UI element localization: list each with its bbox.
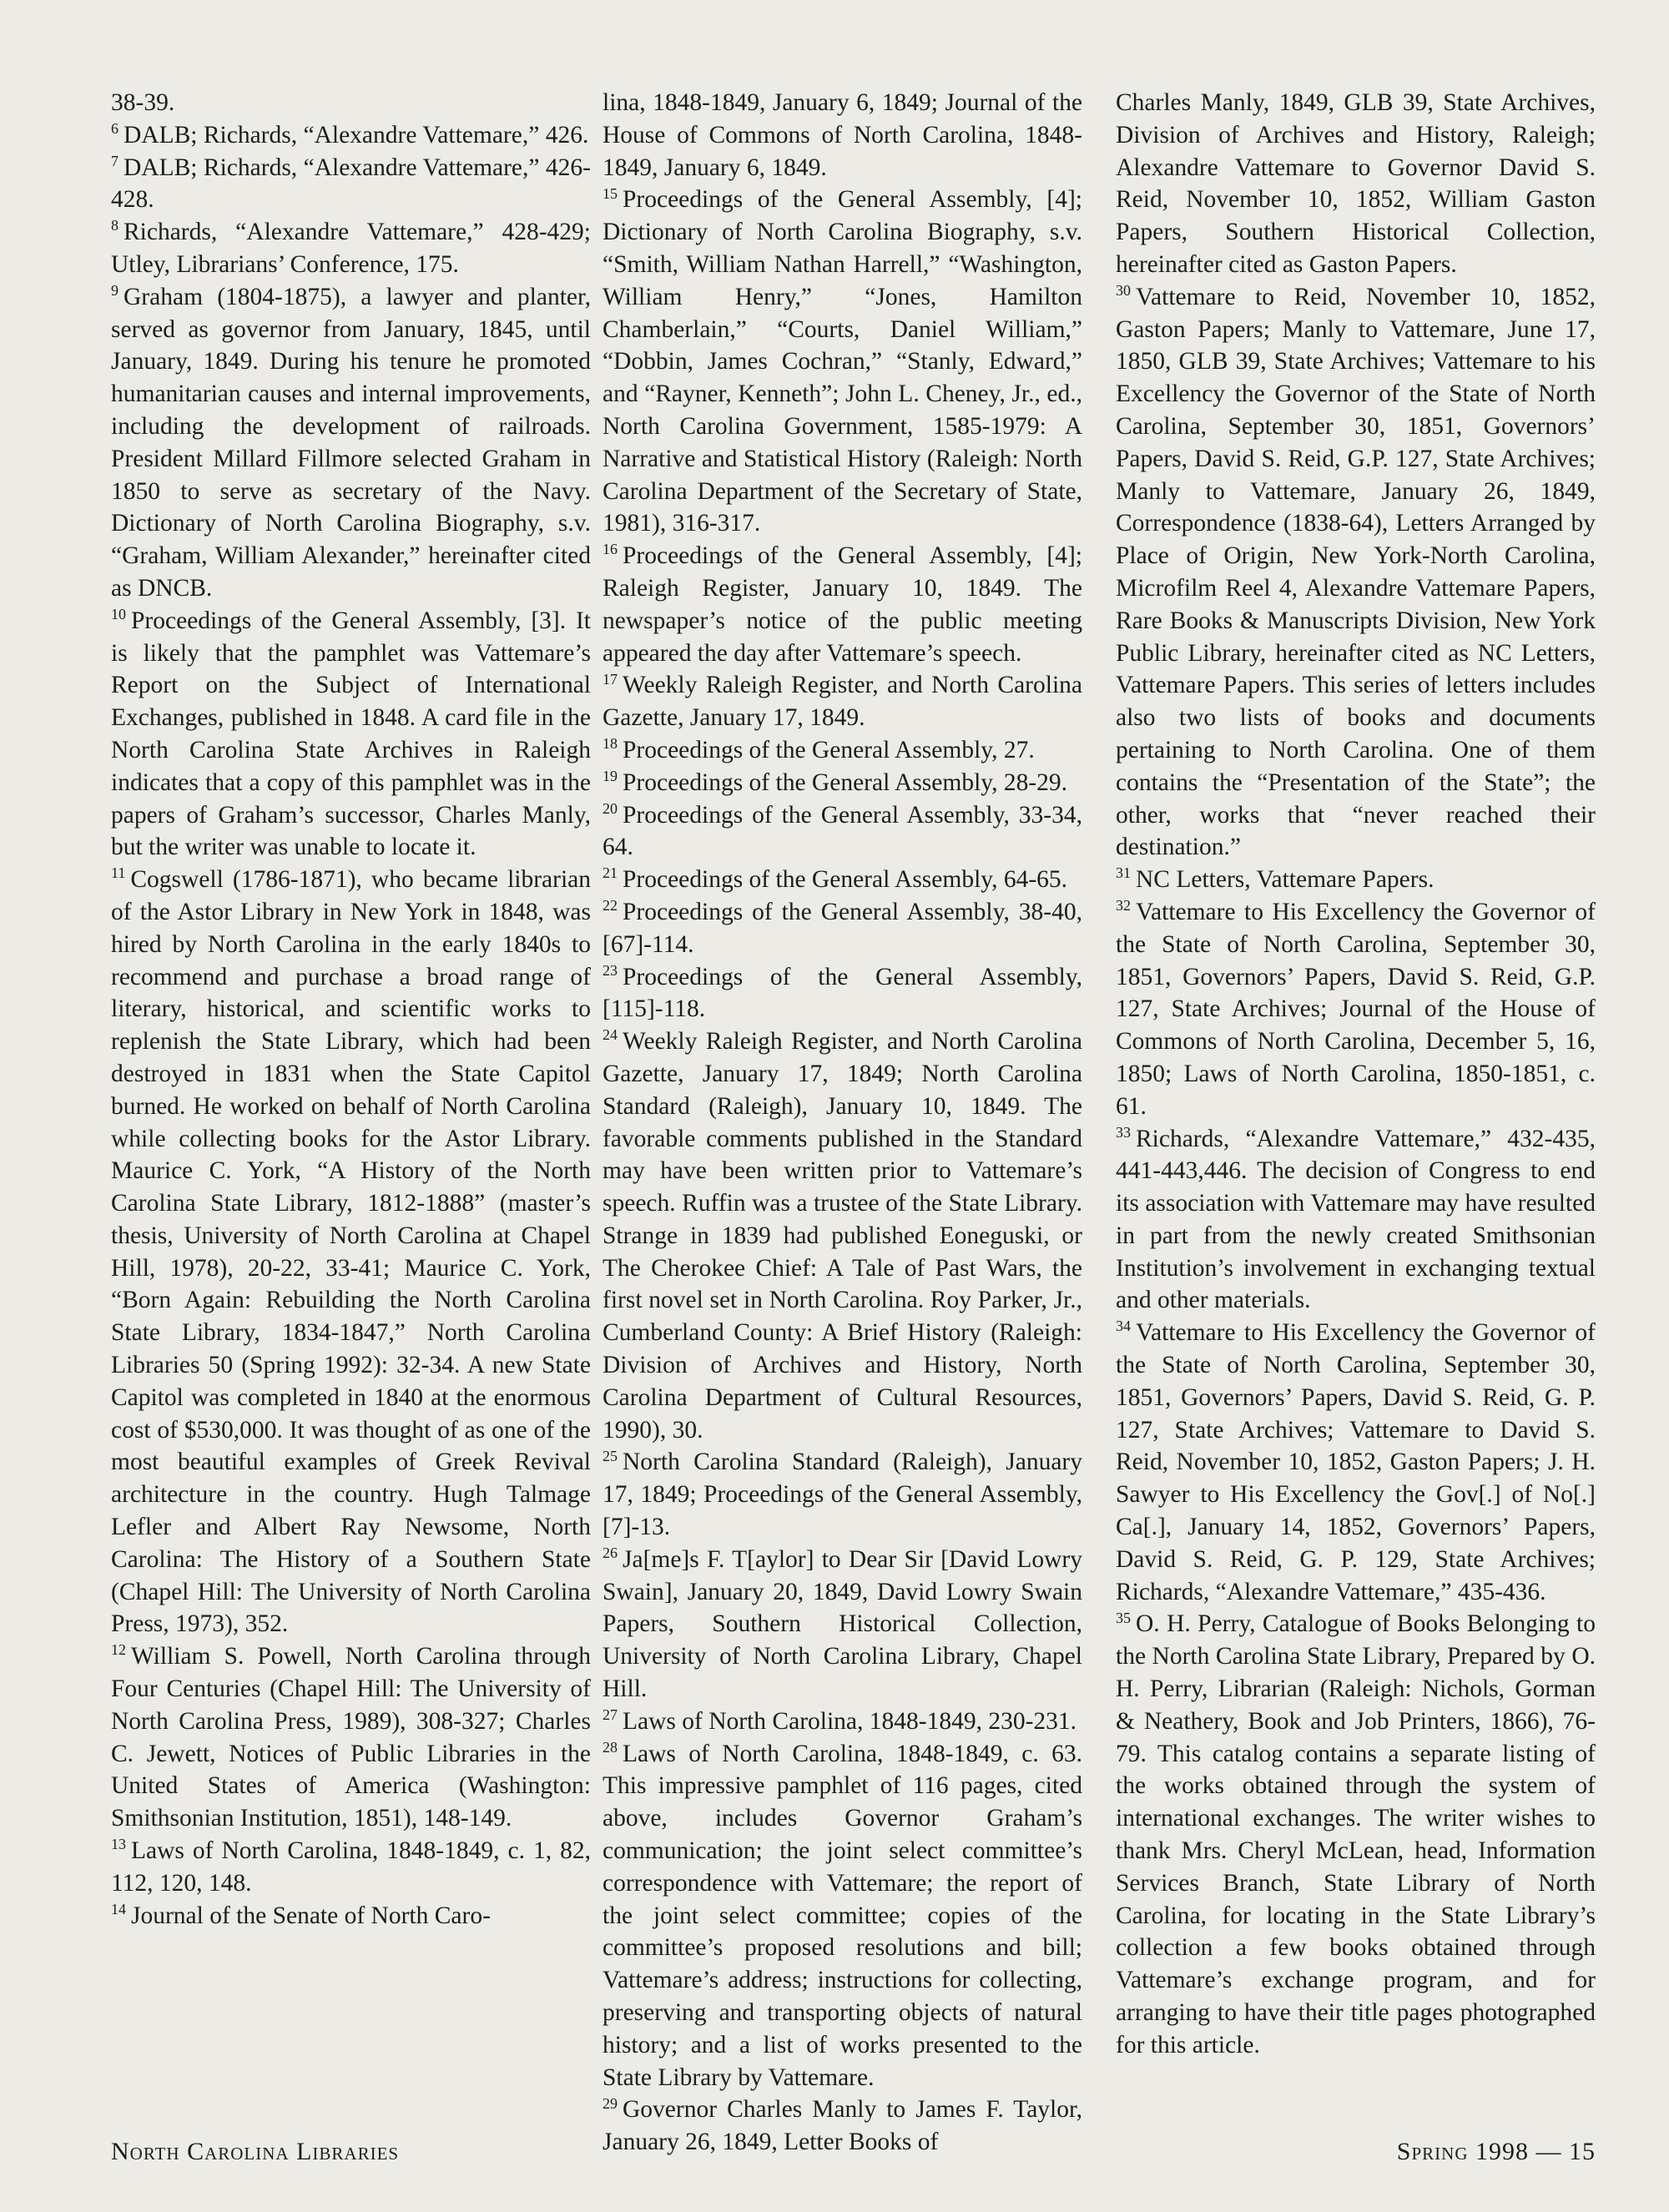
- endnote: $^{15}$ Proceedings of the General Assembly, [4]; Dictionary of North Carolina Biography, s.v. “Smith, William Nathan Harrell,” “Washington, William Henry,” “Jones, Hamilton Chamberlain,” “Courts, Daniel William,” “Dobbin, James Cochran,” “Stanly, Edward,” and “Rayner, Kenneth”; John L. Cheney, Jr., ed., North Carolina Government, 1585-1979: A Narrative and Statistical History (Raleigh: North Carolina Department of the Secretary of State, 1981), 316-317.: [603, 184, 1082, 537]
- endnote: $^{34}$ Vattemare to His Excellency the Governor of the State of North Carolina, September 30, 1851, Governors’ Papers, David S. Reid, G. P. 127, State Archives; Vattemare to David S. Reid, November 10, 1852, Gaston Papers; J. H. Sawyer to His Excellency the Gov[.] of No[.] Ca[.], January 14, 1852, Governors’ Papers, David S. Reid, G. P. 129, State Archives; Richards, “Alexandre Vattemare,” 435-436.: [1116, 1318, 1596, 1605]
- endnote: $^6$ DALB; Richards, “Alexandre Vattemare,” 426.: [111, 119, 589, 149]
- note-number: 16: [603, 541, 618, 558]
- endnote: $^{20}$ Proceedings of the General Assembly, 33-34, 64.: [603, 799, 1082, 861]
- note-number: 28: [603, 1738, 618, 1756]
- journal-name: North Carolina Libraries: [111, 2138, 400, 2165]
- note-number: 19: [603, 767, 618, 784]
- note-number: 30: [1116, 281, 1131, 299]
- notes-column-3: [1116, 87, 1596, 2062]
- note-number: 13: [111, 1836, 126, 1853]
- note-number: 22: [603, 897, 618, 915]
- note-number: 17: [603, 670, 618, 688]
- note-number: 14: [111, 1900, 126, 1917]
- endnote: $^7$ DALB; Richards, “Alexandre Vattemare,” 426-428.: [111, 152, 591, 214]
- note-number: 25: [603, 1447, 618, 1464]
- note-number: 6: [111, 119, 118, 137]
- note-number: 15: [603, 184, 618, 202]
- endnote: $^{10}$ Proceedings of the General Assembly, [3]. It is likely that the pamphlet was Vattemare’s Report on the Subject of International Exchanges, published in 1848. A card file in the North Carolina State Archives in Raleigh indicates that a copy of this pamphlet was in the papers of Graham’s successor, Charles Manly, but the writer was unable to locate it.: [111, 605, 591, 861]
- endnote: $^{24}$ Weekly Raleigh Register, and North Carolina Gazette, January 17, 1849; North Carolina Standard (Raleigh), January 10, 1849. The favorable comments published in the Standard may have been written prior to Vattemare’s speech. Ruffin was a trustee of the State Library. Strange in 1839 had published Eoneguski, or The Cherokee Chief: A Tale of Past Wars, the first novel set in North Carolina. Roy Parker, Jr., Cumberland County: A Brief History (Raleigh: Division of Archives and History, North Carolina Department of Cultural Resources, 1990), 30.: [603, 1026, 1082, 1444]
- endnote: $^{14}$ Journal of the Senate of North Caro-: [111, 1900, 491, 1929]
- endnote: $^{23}$ Proceedings of the General Assembly, [115]-118.: [603, 961, 1082, 1023]
- endnote: $^{13}$ Laws of North Carolina, 1848-1849, c. 1, 82, 112, 120, 148.: [111, 1836, 591, 1897]
- note-number: 18: [603, 735, 618, 753]
- note-number: 21: [603, 864, 618, 882]
- endnote: $^{22}$ Proceedings of the General Assembly, 38-40, [67]-114.: [603, 897, 1082, 958]
- endnote: $^8$ Richards, “Alexandre Vattemare,” 428-429; Utley, Librarians’ Conference, 175.: [111, 217, 591, 278]
- endnote: $^{28}$ Laws of North Carolina, 1848-1849, c. 63. This impressive pamphlet of 116 pages, cited above, includes Governor Graham’s communication; the joint select committee’s correspondence with Vattemare; the report of the joint select committee; copies of the committee’s proposed resolutions and bill; Vattemare’s address; instructions for collecting, preserving and transporting objects of natural history; and a list of works presented to the State Library by Vattemare.: [603, 1738, 1082, 2091]
- endnote: $^{26}$ Ja[me]s F. T[aylor] to Dear Sir [David Lowry Swain], January 20, 1849, David Lowry Swain Papers, Southern Historical Collection, University of North Carolina Library, Chapel Hill.: [603, 1544, 1082, 1703]
- note-number: 32: [1116, 897, 1131, 915]
- endnote: $^{27}$ Laws of North Carolina, 1848-1849, 230-231.: [603, 1706, 1077, 1735]
- endnote: $^{29}$ Governor Charles Manly to James F. Taylor, January 26, 1849, Letter Books of: [603, 2094, 1082, 2156]
- note-number: 35: [1116, 1609, 1131, 1626]
- endnote: $^{16}$ Proceedings of the General Assembly, [4]; Raleigh Register, January 10, 1849. The newspaper’s notice of the public meeting appeared the day after Vattemare’s speech.: [603, 541, 1082, 667]
- endnote: $^{25}$ North Carolina Standard (Raleigh), January 17, 1849; Proceedings of the General Assembly, [7]-13.: [603, 1447, 1082, 1541]
- note-number: 12: [111, 1641, 126, 1659]
- note-number: 8: [111, 217, 118, 234]
- endnote: $^{18}$ Proceedings of the General Assembly, 27.: [603, 735, 1035, 763]
- notes-column-1: [111, 87, 591, 1932]
- notes-column-2: [603, 87, 1082, 2159]
- page-footer: [1397, 2138, 1596, 2166]
- note-number: 27: [603, 1706, 618, 1724]
- footer-separator: —: [1535, 2138, 1562, 2165]
- endnote: $^{21}$ Proceedings of the General Assembly, 64-65.: [603, 864, 1068, 894]
- note-number: 11: [111, 864, 126, 882]
- issue-date: Spring 1998: [1396, 2138, 1529, 2165]
- note-number: 23: [603, 961, 618, 979]
- note-number: 34: [1116, 1318, 1131, 1335]
- note-number: 31: [1116, 864, 1131, 882]
- note-number: 29: [603, 2094, 618, 2112]
- page-number: 15: [1569, 2138, 1596, 2165]
- endnote: $^9$ Graham (1804-1875), a lawyer and planter, served as governor from January, 1845, until January, 1849. During his tenure he promoted humanitarian causes and internal improvements, including the development of railroads. President Millard Fillmore selected Graham in 1850 to serve as secretary of the Navy. Dictionary of North Carolina Biography, s.v. “Graham, William Alexander,” hereinafter cited as DNCB.: [111, 281, 591, 602]
- endnote: $^{19}$ Proceedings of the General Assembly, 28-29.: [603, 767, 1068, 796]
- endnote: $^{17}$ Weekly Raleigh Register, and North Carolina Gazette, January 17, 1849.: [603, 670, 1082, 732]
- endnote: $^{31}$ NC Letters, Vattemare Papers.: [1116, 864, 1435, 894]
- endnote: $^{11}$ Cogswell (1786-1871), who became librarian of the Astor Library in New York in 1848, was hired by North Carolina in the early 1840s to recommend and purchase a broad range of literary, historical, and scientific works to replenish the State Library, which had been destroyed in 1831 when the State Capitol burned. He worked on behalf of North Carolina while collecting books for the Astor Library. Maurice C. York, “A History of the North Carolina State Library, 1812-1888” (master’s thesis, University of North Carolina at Chapel Hill, 1978), 20-22, 33-41; Maurice C. York, “Born Again: Rebuilding the North Carolina State Library, 1834-1847,” North Carolina Libraries 50 (Spring 1992): 32-34. A new State Capitol was completed in 1840 at the enormous cost of $530,000. It was thought of as one of the most beautiful examples of Greek Revival architecture in the country. Hugh Talmage Lefler and Albert Ray Newsome, North Carolina: The History of a Southern State (Chapel Hill: The University of North Carolina Press, 1973), 352.: [111, 864, 591, 1638]
- note-number: 24: [603, 1026, 618, 1044]
- endnote: $^{32}$ Vattemare to His Excellency the Governor of the State of North Carolina, September 30, 1851, Governors’ Papers, David S. Reid, G.P. 127, State Archives; Journal of the House of Commons of North Carolina, December 5, 16, 1850; Laws of North Carolina, 1850-1851, c. 61.: [1116, 897, 1596, 1120]
- note-number: 9: [111, 281, 118, 299]
- endnote: $^{12}$ William S. Powell, North Carolina through Four Centuries (Chapel Hill: The University of North Carolina Press, 1989), 308-327; Charles C. Jewett, Notices of Public Libraries in the United States of America (Washington: Smithsonian Institution, 1851), 148-149.: [111, 1641, 591, 1832]
- note-number: 26: [603, 1544, 618, 1562]
- note-number: 7: [111, 152, 118, 169]
- note-number: 20: [603, 799, 618, 817]
- note-continuation: 38-39.: [111, 89, 175, 116]
- note-number: 10: [111, 605, 126, 622]
- note-continuation: Charles Manly, 1849, GLB 39, State Archives, Division of Archives and History, Raleigh; Alexandre Vattemare to Governor David S. Reid, November 10, 1852, William Gaston Papers, Southern Historical Collection, hereinafter cited as Gaston Papers.: [1116, 89, 1596, 278]
- endnote: $^{35}$ O. H. Perry, Catalogue of Books Belonging to the North Carolina State Library, Prepared by O. H. Perry, Librarian (Raleigh: Nichols, Gorman & Neathery, Book and Job Printers, 1866), 76-79. This catalog contains a separate listing of the works obtained through the system of international exchanges. The writer wishes to thank Mrs. Cheryl McLean, head, Information Services Branch, State Library of North Carolina, for locating in the State Library’s collection a few books obtained through Vattemare’s exchange program, and for arranging to have their title pages photographed for this article.: [1116, 1609, 1596, 2058]
- note-continuation: lina, 1848-1849, January 6, 1849; Journal of the House of Commons of North Carolina, 1848-1849, January 6, 1849.: [603, 89, 1082, 181]
- note-number: 33: [1116, 1123, 1131, 1141]
- endnote: $^{30}$ Vattemare to Reid, November 10, 1852, Gaston Papers; Manly to Vattemare, June 17, 1850, GLB 39, State Archives; Vattemare to his Excellency the Governor of the State of North Carolina, September 30, 1851, Governors’ Papers, David S. Reid, G.P. 127, State Archives; Manly to Vattemare, January 26, 1849, Correspondence (1838-64), Letters Arranged by Place of Origin, New York-North Carolina, Microfilm Reel 4, Alexandre Vattemare Papers, Rare Books & Manuscripts Division, New York Public Library, hereinafter cited as NC Letters, Vattemare Papers. This series of letters includes also two lists of books and documents pertaining to North Carolina. One of them contains the “Presentation of the State”; the other, works that “never reached their destination.”: [1116, 281, 1596, 861]
- endnote: $^{33}$ Richards, “Alexandre Vattemare,” 432-435, 441-443,446. The decision of Congress to end its association with Vattemare may have resulted in part from the newly created Smithsonian Institution’s involvement in exchanging textual and other materials.: [1116, 1123, 1596, 1314]
